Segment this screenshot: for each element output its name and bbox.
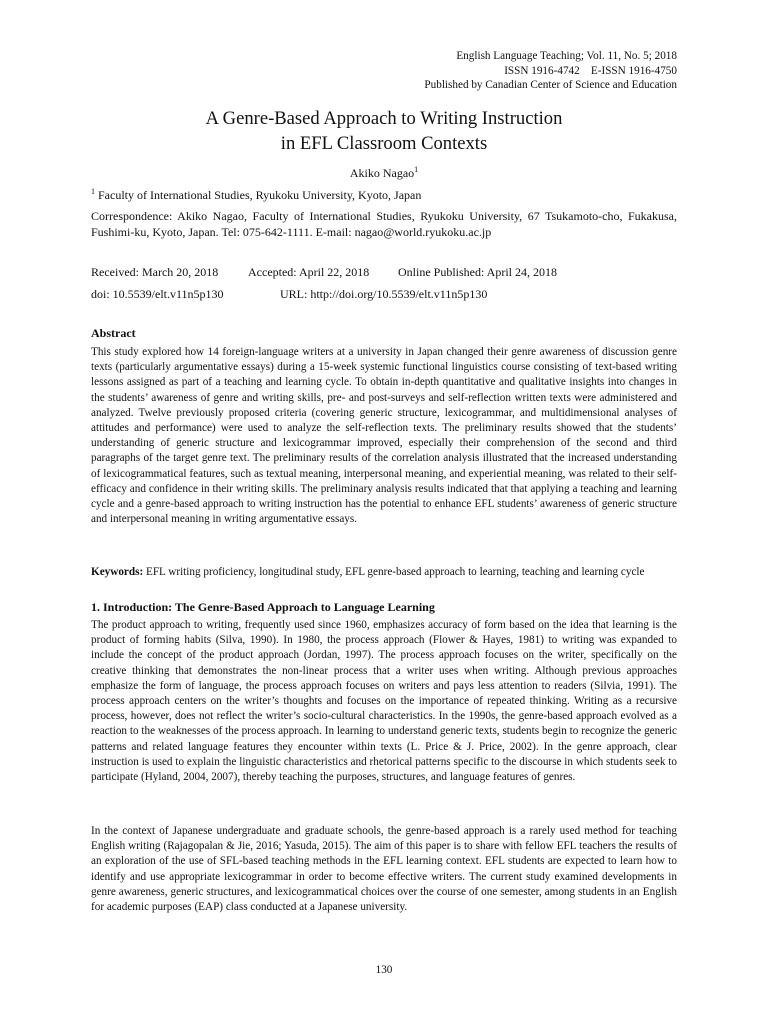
title-line-1: A Genre-Based Approach to Writing Instruction [205,108,563,129]
publisher-info: Published by Canadian Center of Science and Education [424,79,677,91]
received-date: Received: March 20, 2018 [91,265,219,279]
author-superscript: 1 [414,165,419,174]
page-number: 130 [375,964,393,976]
affiliation [91,188,421,203]
publication-dates [91,265,557,280]
doi-text: doi: 10.5539/elt.v11n5p130 [91,287,224,301]
affiliation-superscript: 1 [91,187,95,196]
keywords [91,565,677,580]
intro-paragraph-1: The product approach to writing, frequently used since 1960, emphasizes accuracy of form based on the idea that learning is the product of forming habits (Silva, 1990). In 1980, the process approach (Flower & Hayes, 1981) to writing was expanded to include the concept of the product approach (Jordan, 1997). The process approach focuses on the writer, specifically on the creative thinking that demonstrates the non-linear process that a writer uses when writing. Although previous approaches emphasize the form of language, the process approach focuses on writers and pays less attention to readers (Silvia, 1991). The process approach centers on the writer’s thoughts and focuses on the importance of repeated thinking. Writing as a recursive process, however, does not reflect the writer’s socio-cultural characteristics. In the 1990s, the genre-based approach evolved as a reaction to the weaknesses of the process approach. In learning to understand generic texts, students begin to recognize the generic patterns and related language features they encounter within texts (L. Price & J. Price, 2002). In the genre approach, clear instruction is used to explain the linguistic characteristics and rhetorical patterns specific to the discourse in which students seek to participate (Hyland, 2004, 2007), thereby teaching the purposes, structures, and language features of genres. [91,619,677,784]
abstract-text: This study explored how 14 foreign-language writers at a university in Japan changed their genre awareness of discussion genre texts (particularly argumentative essays) during a 15-week systemic functional linguistics course consisting of text-based writing lessons assigned as part of a teaching and learning cycle. To obtain in-depth quantitative and qualitative insights into changes in the students’ awareness of genre and writing skills, pre- and post-surveys and self-reflection written texts were administered and analyzed. Twelve previously proposed criteria (covering generic structure, lexicogrammar, and multidimensional analyses of attitudes and performance) were used to analyze the self-reflection texts. The preliminary results showed that the students’ understanding of generic structure and lexicogrammar improved, especially their comprehension of the second and third paragraphs of the target genre text. The preliminary results of the correlation analysis illustrated that the increased understanding of lexicogrammatical features, such as textual meaning, interpersonal meaning, and experiential meaning, was related to their self-efficacy and confidence in their writing skills. The preliminary analysis results indicated that that applying a teaching and learning cycle and a genre-based approach to writing instruction has the potential to enhance EFL students’ awareness of generic structure and interpersonal meaning in writing argumentative essays. [91,346,677,526]
intro-paragraph-2: In the context of Japanese undergraduate and graduate schools, the genre-based approach is a rarely used method for teaching English writing (Rajagopalan & Jie, 2016; Yasuda, 2015). The aim of this paper is to share with fellow EFL teachers the results of an exploration of the use of SFL-based teaching methods in the EFL learning context. EFL students are expected to learn how to identify and use appropriate lexicogrammar in order to become effective writers. The current study examined developments in genre awareness, generic structures, and lexicogrammatical choices over the course of one semester, among students in an English for academic purposes (EAP) class conducted at a Japanese university. [91,825,677,914]
issn-info: ISSN 1916-4742 E-ISSN 1916-4750 [504,64,677,77]
section-heading: 1. Introduction: The Genre-Based Approach to Language Learning [91,600,435,614]
author-line [0,166,768,181]
published-date: Online Published: April 24, 2018 [398,265,557,279]
correspondence: Correspondence: Akiko Nagao, Faculty of International Studies, Ryukoku University, 67 Tsukamoto-cho, Fukakusa, Fushimi-ku, Kyoto, Japan. Tel: 075-642-1111. E-mail: nagao@world.ryukoku.ac.jp [91,209,677,239]
doi-url[interactable]: URL: http://doi.org/10.5539/elt.v11n5p130 [280,287,488,301]
title-line-2: in EFL Classroom Contexts [280,133,488,154]
journal-header [424,49,677,93]
abstract-heading: Abstract [91,326,136,340]
author-name: Akiko Nagao [349,166,415,180]
keywords-text: EFL writing proficiency, longitudinal study, EFL genre-based approach to learning, teaching and learning cycle [143,566,645,578]
affiliation-text: Faculty of International Studies, Ryukoku University, Kyoto, Japan [95,188,422,202]
journal-info: English Language Teaching; Vol. 11, No. 5; 2018 [456,50,677,62]
accepted-date: Accepted: April 22, 2018 [248,265,370,279]
doi-line [91,287,487,302]
paper-title [0,106,768,156]
keywords-label: Keywords: [91,566,144,578]
